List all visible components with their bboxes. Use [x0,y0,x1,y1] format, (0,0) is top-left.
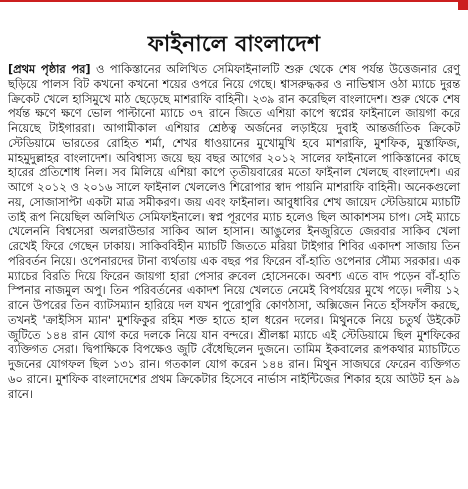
article-headline: ফাইনালে বাংলাদেশ [147,32,321,57]
top-rule [0,0,468,12]
article-body [8,63,460,402]
article-text: ও পাকিস্তানের অলিখিত সেমিফাইনালটি শুরু থেকে শেষ পর্যন্ত উত্তেজনার রেণু ছড়িয়ে পালস বিট কখনো কখনো শয়ের ওপরে নিয়ে গেছে। শ্বাসরুদ্ধকর ও নাভিশ্বাস ওঠা ম্যাচে দুরন্ত ক্রিকেট খেলে হাসিমুখে মাঠ ছেড়েছে মাশরাফি বাহিনী। ২৩৯ রান করেছিল বাংলাদেশ। শুরু থেকে শেষ পর্যন্ত ক্ষণে ক্ষণে ভোল পাল্টানো ম্যাচে ৩৭ রানে জিতে এশিয়া কাপে স্বপ্নের ফাইনালে জায়গা করে নিয়েছে টাইগাররা। আগামীকাল এশিয়ার শ্রেষ্ঠত্ব অর্জনের লড়াইয়ে দুবাই আন্তর্জাতিক ক্রিকেট স্টেডিয়ামে ভারতের রোহিত শর্মা, শেখর ধাওয়ানের মুখোমুখি হবে মাশরাফি, মুশফিক, মুস্তাফিজ, মাহমুদুল্লাহর বাংলাদেশ। অবিশ্বাস্য জয়ে ছয় বছর আগের ২০১২ সালের ফাইনালে পাকিস্তানের কাছে হারের প্রতিশোধ নিল। সব মিলিয়ে এশিয়া কাপে তৃতীয়বারের মতো ফাইনাল খেলছে বাংলাদেশ। এর আগে ২০১২ ও ২০১৬ সালে ফাইনাল খেললেও শিরোপার স্বাদ পায়নি মাশরাফি বাহিনী। অনেকগুলো নয়, সোজাসাপ্টা একটা মাত্র সমীকরণ। জয় এবং ফাইনাল। আবুধাবির শেখ জায়েদ স্টেডিয়ামে ম্যাচটি তাই রূপ নিয়েছিল অলিখিত সেমিফাইনালে। স্বপ্ন পূরণের ম্যাচ হলেও ছিল আকাশসম চাপ। সেই ম্যাচে খেলেননি বিশ্বসেরা অলরাউন্ডার সাকিব আল হাসান। আঙুলের ইনজুরিতে জেরবার সাকিব খেলা রেখেই ফিরে গেছেন ঢাকায়। সাকিববিহীন ম্যাচটি জিততে মরিয়া টাইগার শিবির একাদশ সাজায় তিন পরিবর্তন নিয়ে। ওপেনারদের টানা ব্যর্থতায় এক বছর পর ফিরেন বাঁ-হাতি ওপেনার সৌম্য সরকার। এক ম্যাচের বিরতি দিয়ে ফিরেন জায়গা হারা পেসার রুবেল হোসেনকে। অবশ্য এতে বাদ পড়েন বাঁ-হাতি স্পিনার নাজমুল অপু। তিন পরিবর্তনের একাদশ নিয়ে খেলতে নেমেই বিপর্যয়ের মুখে পড়ে। দলীয় ১২ রানে উপরের তিন ব্যাটসম্যান হারিয়ে দল যখন পুরোপুরি কোণঠাসা, অক্সিজেন নিতে হাঁসফাঁস করছে, তখনই 'ক্রাইসিস ম্যান' মুশফিকুর রহিম শক্ত হাতে হাল ধরেন দলের। মিথুনকে নিয়ে চতুর্থ উইকেট জুটিতে ১৪৪ রান যোগ করে দলকে নিয়ে যান বন্দরে। শ্রীলঙ্কা ম্যাচে এই স্টেডিয়ামে ছিল মুশফিকের ব্যক্তিগত সেরা। দ্বিপাক্ষিকে বিপক্ষেও জুটি বেঁধেছিলেন দুজনে। তামিম ইকবালের রূপকথার ম্যাচটিতে দুজনের যোগফল ছিল ১৩১ রান। গতকাল যোগ করেন ১৪৪ রান। মিথুন সাজঘরে ফেরেন ব্যক্তিগত ৬০ রানে। মুশফিক বাংলাদেশের প্রথম ক্রিকেটার হিসেবে নার্ভাস নাইন্টিজের শিকার হয়ে আউট হন ৯৯ রানে। [8,63,460,401]
corner-mark [458,0,468,10]
continuation-reference: [প্রথম পৃষ্ঠার পর] [8,63,91,76]
